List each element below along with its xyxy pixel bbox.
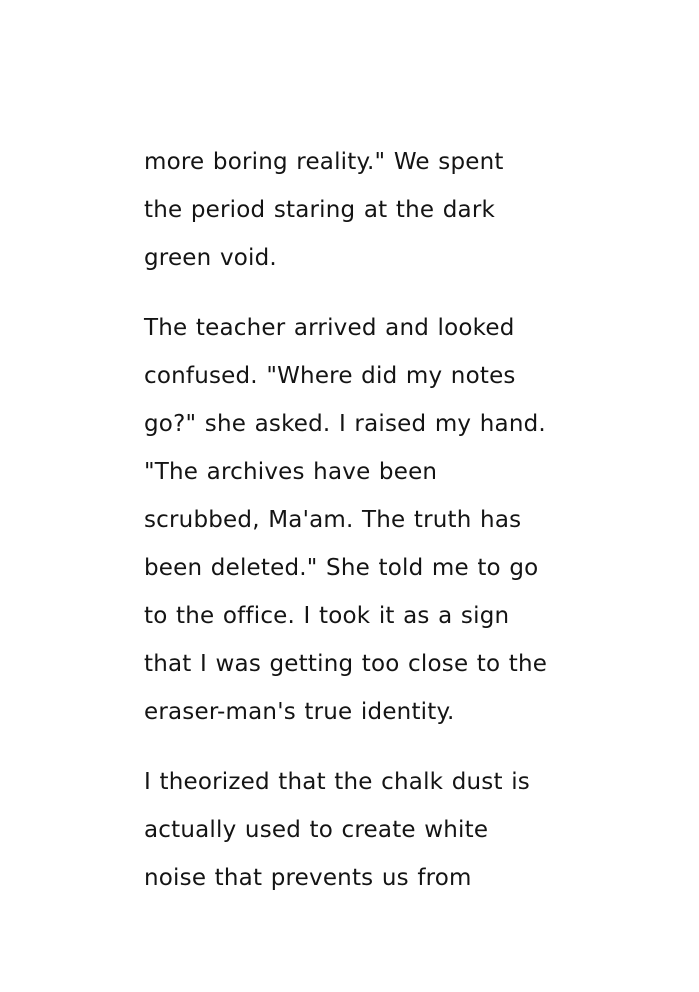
paragraph-1: more boring reality." We spent the period staring at the dark green void. xyxy=(144,149,504,271)
paragraph-2: The teacher arrived and looked confused. "Where did my notes go?" she asked. I raised my hand. "The archives have been scrubbed, Ma'am. The truth has been deleted." She told me to go to the office. I took it as a sign that I was getting too close to the eraser-man's true identity. xyxy=(144,315,548,725)
paragraph-3: I theorized that the chalk dust is actually used to create white noise that prevents us from xyxy=(144,769,530,891)
